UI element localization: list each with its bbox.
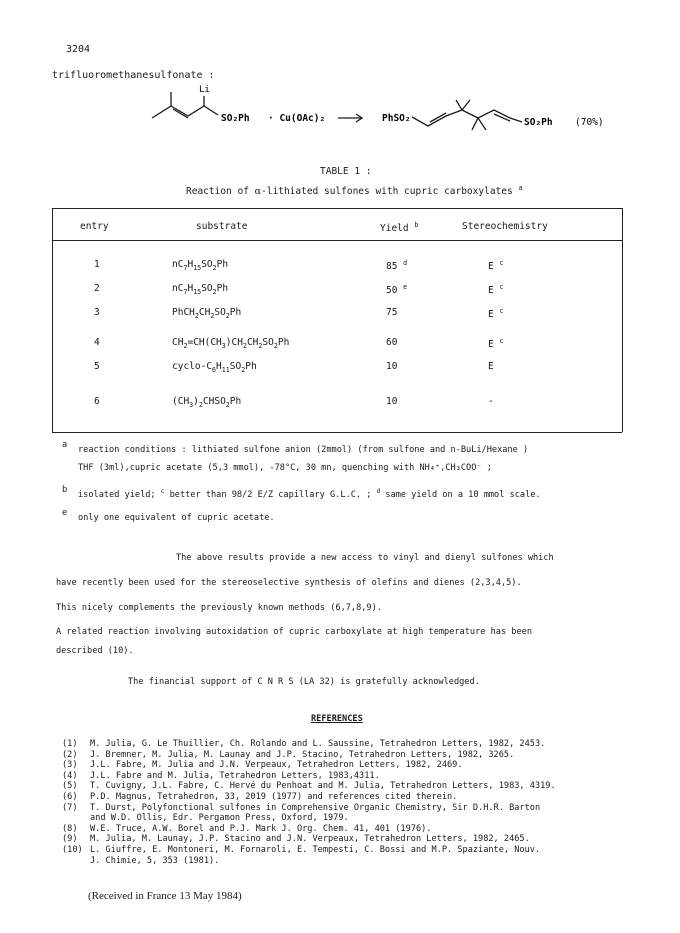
reference-number: (1) [62,739,78,749]
stereo-cell: E $^c$ [488,283,504,297]
footnote-e-text: only one equivalent of cupric acetate. [78,513,275,523]
reference-number: (9) [62,834,78,845]
product-skeleton [412,110,522,126]
reference-line [62,739,556,750]
substrate-cell: $PhCH_2CH_2SO_2Ph$ [172,307,242,320]
reactant-skeleton [152,92,218,118]
reaction-scheme [0,80,680,152]
table-caption: Reaction of α-lithiated sulfones with cupric carboxylates $^a$ [186,184,523,198]
paragraph-1-line-1: The above results provide a new access to vinyl and dienyl sulfones which [176,553,554,563]
reference-number: (6) [62,791,78,802]
yield-cell: 10 [386,361,398,372]
table-bottom-rule [52,432,622,433]
reference-line [62,845,556,856]
paragraph-3-line-1: A related reaction involving autoxidation of cupric carboxylate at high temperature has been [56,627,532,637]
header-yield: Yield $^b$ [380,221,419,235]
stereo-cell: E $^c$ [488,337,504,351]
stereo-cell: - [488,396,494,407]
reference-number: (8) [62,823,78,834]
entry-cell: 3 [94,307,100,318]
paragraph-3-line-2: described (10). [56,646,134,656]
reference-line [62,803,556,814]
substrate-cell: cyclo-$C_6H_{11}SO_2Ph$ [172,361,257,374]
reference-text: T. Cuvigny, J.L. Fabre, C. Hervé du Penhoat and M. Julia, Tetrahedron Letters, 1983, 4319. [90,781,556,792]
substrate-cell: $nC_7H_{15}SO_2Ph$ [172,259,229,272]
header-stereochemistry: Stereochemistry [462,221,548,232]
product-left-group: PhSO₂ [382,113,411,124]
yield-cell: 60 [386,337,398,348]
reference-line [62,834,556,845]
yield-cell: 75 [386,307,398,318]
table-top-rule [52,208,622,209]
reference-line [62,792,556,803]
alpha-symbol: α [254,186,262,198]
reference-text: T. Durst, Polyfonctional sulfones in Comprehensive Organic Chemistry, Sir D.H.R. Barton [90,802,541,813]
header-entry: entry [80,221,109,232]
received-note: (Received in France 13 May 1984) [88,890,242,902]
stereo-cell: E $^c$ [488,259,504,273]
yield-cell: 50 $^e$ [386,283,408,297]
intro-line: trifluoromethanesulfonate : [52,70,215,81]
references-heading: REFERENCES [311,714,363,724]
acknowledgement: The financial support of C N R S (LA 32) is gratefully acknowledged. [128,677,480,687]
entry-cell: 2 [94,283,100,294]
stereo-cell: E [488,361,494,372]
footnote-bcd-line: isolated yield; $^c$ better than 98/2 E/Z capillary G.L.C. ; $^d$ same yield on a 10 mmol scale. [78,488,541,500]
footnote-b-mark: b [62,485,68,495]
reactant-group: SO₂Ph [221,113,250,124]
yield-cell: 10 [386,396,398,407]
substrate-cell: $nC_7H_{15}SO_2Ph$ [172,283,229,296]
footnote-a-line1: reaction conditions : lithiated sulfone anion (2mmol) (from sulfone and n-BuLi/Hexane ) [78,445,529,455]
entry-cell: 6 [94,396,100,407]
reference-text: J.L. Fabre, M. Julia and J.N. Verpeaux, Tetrahedron Letters, 1982, 2469. [90,760,463,771]
reference-text: and W.D. Ollis, Edr. Pergamon Press, Oxford, 1979. [90,813,349,824]
reference-line [62,771,556,782]
reference-line [62,781,556,792]
reference-line [62,856,556,867]
footnote-a-mark: a [62,440,68,450]
reagent-label: · Cu(OAc)₂ [268,113,326,124]
stereo-cell: E $^c$ [488,307,504,321]
entry-cell: 5 [94,361,100,372]
footnote-e-mark: e [62,508,68,518]
reference-text: J. Bremner, M. Julia, M. Launay and J.P. Stacino, Tetrahedron Letters, 1982, 3265. [90,749,515,760]
reference-text: J.L. Fabre and M. Julia, Tetrahedron Letters, 1983,4311. [90,770,380,781]
page-number: 3204 [66,44,91,55]
paragraph-2: This nicely complements the previously known methods (6,7,8,9). [56,603,382,613]
references-list [62,739,556,866]
reference-text: J. Chimie, 5, 353 (1981). [90,855,220,866]
product-right-group: SO₂Ph [524,117,553,128]
reference-line [62,824,556,835]
reference-text: L. Giuffre, E. Montoneri, M. Fornaroli, E. Tempesti, C. Bossi and M.P. Spaziante, Nouv. [90,844,541,855]
header-substrate: substrate [196,221,248,232]
reference-number: (3) [62,760,78,771]
yield-cell: 85 $^d$ [386,259,408,273]
reference-number: (4) [62,770,78,781]
table-label: TABLE 1 : [320,166,372,177]
table-header-rule [52,240,622,241]
entry-cell: 4 [94,337,100,348]
reference-text: M. Julia, G. Le Thuillier, Ch. Rolando and L. Saussine, Tetrahedron Letters, 1982, 2453. [90,739,546,749]
table-left-rule [52,208,53,432]
paragraph-1-line-2: have recently been used for the stereoselective synthesis of olefins and dienes (2,3,4,5). [56,578,522,588]
reference-number: (5) [62,781,78,792]
table-right-rule [622,208,623,432]
reference-line [62,813,556,824]
reference-line [62,750,556,761]
scheme-yield: (70%) [575,117,604,128]
substrate-cell: $(CH_3)_2CHSO_2Ph$ [172,396,242,409]
reference-number: (2) [62,749,78,760]
reference-line [62,760,556,771]
li-label: Li [199,85,210,95]
reference-text: W.E. Truce, A.W. Borel and P.J. Mark J. Org. Chem. 41, 401 (1976). [90,823,432,834]
footnote-a-line2: THF (3ml),cupric acetate (5,3 mmol), -78°C, 30 mn, quenching with NH₄⁺,CH₃COO⁻ ; [78,463,492,473]
substrate-cell: $CH_2=CH(CH_3)CH_2CH_2SO_2Ph$ [172,337,290,350]
reference-number: (7) [62,802,78,813]
entry-cell: 1 [94,259,100,270]
reference-number: (10) [62,844,83,855]
reference-text: P.D. Magnus, Tetrahedron, 33, 2019 (1977) and references cited therein. [90,791,458,802]
reference-text: M. Julia, M. Launay, J.P. Stacino and J.N. Verpeaux, Tetrahedron Letters, 1982, 2465. [90,834,530,845]
